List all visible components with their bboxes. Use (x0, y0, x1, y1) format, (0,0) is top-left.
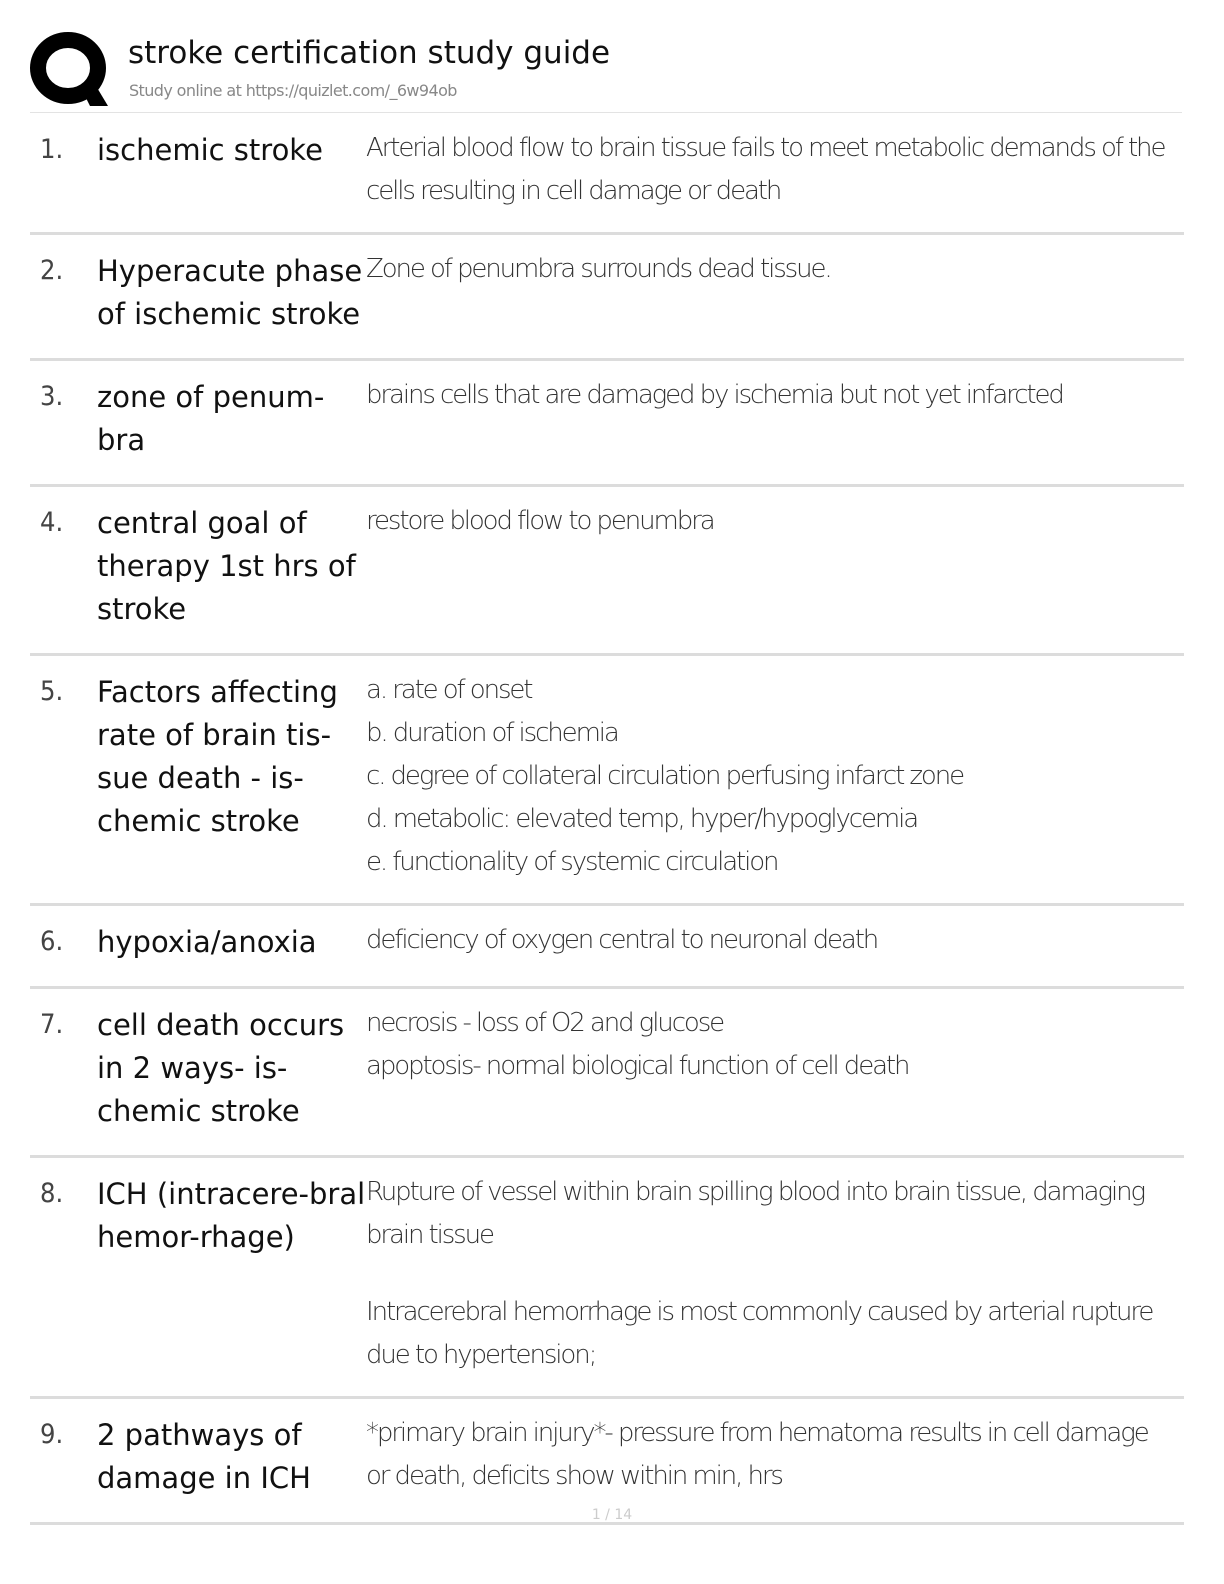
card-definition (366, 127, 1172, 213)
definition-line: e. functionality of systemic circulation (366, 847, 778, 877)
definition-line: b. duration of ischemia (366, 718, 618, 748)
card-definition (366, 669, 1172, 884)
card-term: 2 pathways of damage in ICH (97, 1418, 311, 1495)
card-number: 9. (40, 1419, 64, 1450)
card-number: 3. (40, 381, 64, 412)
definition-line: apoptosis- normal biological function of cell death (366, 1051, 909, 1081)
definition-line: necrosis - loss of O2 and glucose (366, 1008, 724, 1038)
card-number: 7. (40, 1009, 64, 1040)
card-number: 5. (40, 676, 64, 707)
definition-line: *primary brain injury*- pressure from hematoma results in cell damage or death, deficits show within min, hrs (366, 1418, 1148, 1491)
quizlet-logo-icon (30, 30, 112, 108)
flashcard-row (30, 114, 1184, 235)
definition-line: Rupture of vessel within brain spilling blood into brain tissue, damaging brain tissue (366, 1177, 1145, 1250)
card-number: 1. (40, 134, 64, 165)
card-definition (366, 919, 1172, 962)
card-number: 8. (40, 1178, 64, 1209)
card-definition (366, 1171, 1172, 1377)
definition-line: d. metabolic: elevated temp, hyper/hypoglycemia (366, 804, 918, 834)
definition-line: c. degree of collateral circulation perfusing infarct zone (366, 761, 963, 791)
card-number: 4. (40, 507, 64, 538)
definition-line: Arterial blood flow to brain tissue fails to meet metabolic demands of the cells resulting in cell damage or death (366, 133, 1165, 206)
card-definition (366, 1412, 1172, 1498)
card-term: central goal of therapy 1st hrs of stroke (97, 506, 356, 626)
definition-line: a. rate of onset (366, 675, 532, 705)
definition-line: Zone of penumbra surrounds dead tissue. (366, 254, 831, 284)
document-header (30, 30, 1182, 114)
flashcard-row (30, 235, 1184, 361)
card-term: cell death occurs in 2 ways- is-chemic stroke (97, 1008, 345, 1128)
definition-line: restore blood flow to penumbra (366, 506, 714, 536)
card-definition (366, 1002, 1172, 1088)
study-online-link[interactable]: Study online at https://quizlet.com/_6w94ob (129, 81, 457, 100)
card-term: ischemic stroke (97, 133, 323, 167)
definition-line: brains cells that are damaged by ischemia but not yet infarcted (366, 380, 1063, 410)
card-term: Hyperacute phase of ischemic stroke (97, 254, 363, 331)
flashcard-row (30, 1158, 1184, 1399)
definition-spacer (366, 1257, 1172, 1291)
card-definition (366, 500, 1172, 543)
card-number: 2. (40, 255, 64, 286)
flashcard-row (30, 361, 1184, 487)
definition-line: Intracerebral hemorrhage is most commonly caused by arterial rupture due to hypertension; (366, 1297, 1153, 1370)
card-definition (366, 374, 1172, 417)
header-divider (30, 112, 1182, 113)
card-number: 6. (40, 926, 64, 957)
card-term: Factors affecting rate of brain tis-sue death - is-chemic stroke (97, 675, 338, 838)
flashcard-list (30, 114, 1184, 1525)
card-definition (366, 248, 1172, 291)
flashcard-row (30, 487, 1184, 656)
document-title: stroke certification study guide (128, 35, 611, 71)
page-number: 1 / 14 (591, 1507, 633, 1523)
definition-line: deficiency of oxygen central to neuronal death (366, 925, 878, 955)
card-term: zone of penum-bra (97, 380, 325, 457)
flashcard-row (30, 989, 1184, 1158)
card-term: ICH (intracere-bral hemor-rhage) (97, 1177, 366, 1254)
card-term: hypoxia/anoxia (97, 925, 317, 959)
flashcard-row (30, 656, 1184, 906)
flashcard-row (30, 906, 1184, 989)
